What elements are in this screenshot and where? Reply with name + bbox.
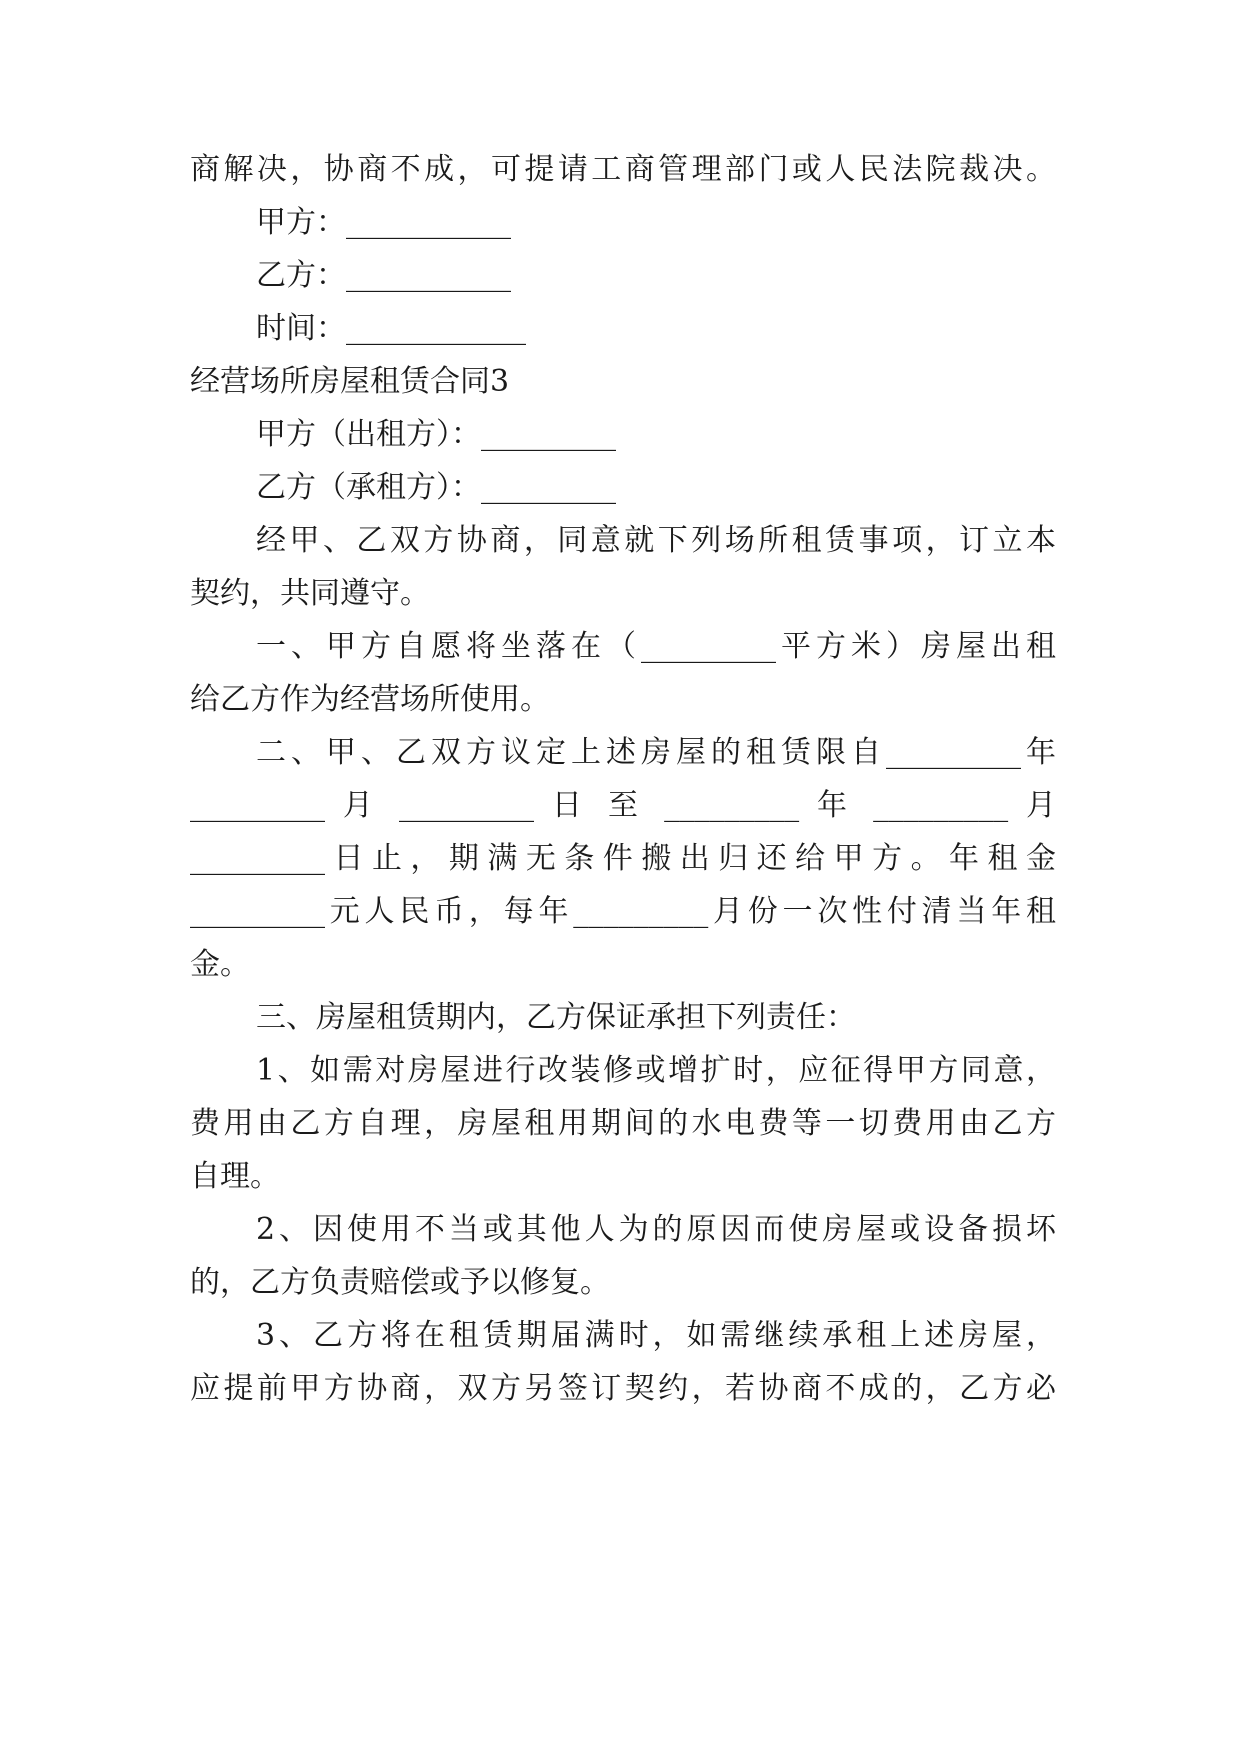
text-line: 契约，共同遵守。 bbox=[190, 576, 430, 611]
text-line: 3、乙方将在租赁期届满时，如需继续承租上述房屋， bbox=[256, 1318, 1056, 1353]
text-line: 2、因使用不当或其他人为的原因而使房屋或设备损坏 bbox=[256, 1212, 1056, 1247]
text-line: 自理。 bbox=[190, 1159, 280, 1194]
text-line: _________日止，期满无条件搬出归还给甲方。年租金 bbox=[190, 841, 1056, 876]
text-line: 费用由乙方自理，房屋租用期间的水电费等一切费用由乙方 bbox=[190, 1106, 1056, 1141]
text-line: 应提前甲方协商，双方另签订契约，若协商不成的，乙方必 bbox=[190, 1371, 1056, 1406]
text-line: 二、甲、乙双方议定上述房屋的租赁限自_________年 bbox=[256, 735, 1056, 770]
contract-title: 经营场所房屋租赁合同3 bbox=[190, 364, 510, 399]
text-line: 金。 bbox=[190, 947, 250, 982]
text-line: 1、如需对房屋进行改装修或增扩时，应征得甲方同意， bbox=[256, 1053, 1056, 1088]
lessor-line: 甲方（出租方）：_________ bbox=[256, 417, 616, 452]
text-line: 一、甲方自愿将坐落在（_________平方米）房屋出租 bbox=[256, 629, 1056, 664]
text-line: _________元人民币，每年_________月份一次性付清当年租 bbox=[190, 894, 1056, 929]
party-a-signature-line: 甲方：___________ bbox=[256, 205, 511, 240]
text-line: 的，乙方负责赔偿或予以修复。 bbox=[190, 1265, 610, 1300]
text-line: _________ 月 _________ 日 至 _________ 年 _________ 月 bbox=[190, 788, 1056, 823]
party-b-signature-line: 乙方：___________ bbox=[256, 258, 511, 293]
text-line: 给乙方作为经营场所使用。 bbox=[190, 682, 550, 717]
text-line: 商解决，协商不成，可提请工商管理部门或人民法院裁决。 bbox=[190, 152, 1056, 187]
date-signature-line: 时间：____________ bbox=[256, 311, 526, 346]
text-line: 经甲、乙双方协商，同意就下列场所租赁事项，订立本 bbox=[256, 523, 1056, 558]
lessee-line: 乙方（承租方）：_________ bbox=[256, 470, 616, 505]
text-line: 三、房屋租赁期内，乙方保证承担下列责任： bbox=[256, 1000, 856, 1035]
